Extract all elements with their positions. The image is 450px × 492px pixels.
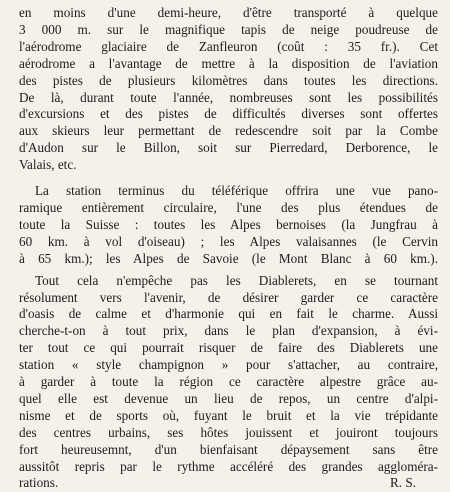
text-line: l'aérodrome glaciaire de Zanfleuron (coût : 35 fr.). Cet	[19, 38, 438, 54]
text-line: ramique entièrement circulaire, l'une des plus étendues de	[19, 199, 438, 215]
text-line: rations.	[19, 475, 59, 491]
text-line: Tout cela n'empêche pas les Diablerets, en se tournant	[35, 272, 438, 288]
text-line: 60 km. à vol d'oiseau) ; les Alpes valaisannes (le Cervin	[19, 233, 438, 249]
text-line: La station terminus du téléférique offrira une vue pano-	[35, 183, 438, 199]
text-line: 3 000 m. sur le magnifique tapis de neige poudreuse de	[19, 21, 438, 37]
text-line: résolument vers l'avenir, de désirer garder ce caractère	[19, 289, 438, 305]
paragraph-zanfleuron	[19, 5, 438, 174]
text-line: des pistes de plusieurs kilomètres dans toutes les directions.	[19, 72, 438, 88]
text-line: station « style champignon » pour s'attacher, au contraire,	[19, 357, 438, 373]
text-line: aérodrome a l'avantage de mettre à la disposition de l'aviation	[19, 55, 438, 71]
text-line: aussitôt repris par le rythme accéléré des grandes aggloméra-	[19, 458, 438, 474]
text-line: à garder à toute la région ce caractère alpestre grâce au-	[19, 374, 438, 390]
text-line: cherche-t-on à tout prix, dans le plan d'expansion, à évi-	[19, 323, 438, 339]
text-line: d'oasis de calme et d'harmonie qui en fait le charme. Aussi	[19, 306, 438, 322]
paragraph-panorama	[19, 183, 438, 268]
closing-line	[19, 475, 438, 492]
text-line: en moins d'une demi-heure, d'être transporté à quelque	[19, 5, 438, 20]
text-line: fort heureusemnt, d'un bienfaisant dépaysement sans être	[19, 441, 438, 457]
paragraph-diablerets	[19, 273, 438, 492]
text-line: quel elle est devenue un lieu de repos, un centre d'alpi-	[19, 390, 438, 406]
text-line: nisme et de sports où, fuyant le bruit et la vie trépidante	[19, 407, 438, 423]
text-line: De là, durant toute l'année, nombreuses sont les possibilités	[19, 89, 438, 105]
text-line: d'excursions et des pistes de difficultés diverses sont offertes	[19, 106, 438, 122]
text-line: d'Audon sur le Billon, soit sur Pierredard, Derborence, le	[19, 140, 438, 156]
author-signature: R. S.	[389, 475, 416, 491]
text-line: ter tout ce qui pourrait risquer de faire des Diablerets une	[19, 340, 438, 356]
text-line: à 65 km.); les Alpes de Savoie (le Mont Blanc à 60 km.).	[19, 250, 438, 266]
text-line: toute la Suisse : toutes les Alpes bernoises (la Jungfrau à	[19, 216, 438, 232]
text-line: aux skieurs leur permettant de redescendre soit par la Combe	[19, 123, 438, 139]
text-line: des centres urbains, ses hôtes jouissent et jouiront toujours	[19, 424, 438, 440]
text-line: Valais, etc.	[19, 157, 77, 173]
